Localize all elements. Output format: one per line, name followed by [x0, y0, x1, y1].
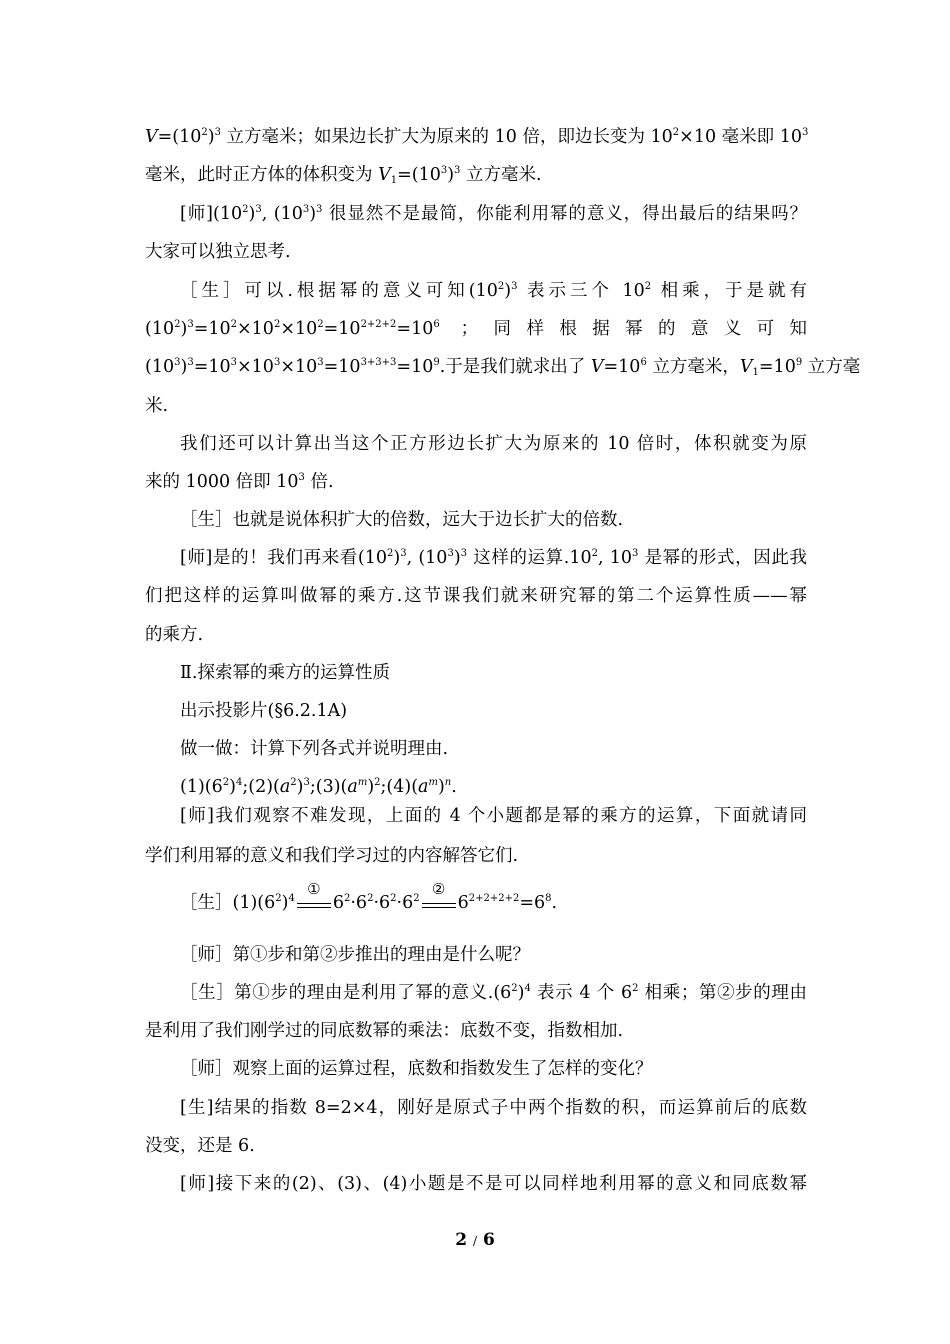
text-line: $(10^3)^3=10^3\times 10^3\times 10^3=10^{3+3+3}=10^9$.于是我们就求出了 $V=10^6$ 立方毫米，$V_1=10^9$ 立方毫: [145, 357, 861, 378]
text-line: [师]我们观察不难发现，上面的 4 个小题都是幂的乘方的运算，下面就请同: [180, 806, 807, 826]
text-line: [生]结果的指数 8=2×4，刚好是原式子中两个指数的积，而运算前后的底数: [180, 1098, 807, 1118]
text-line: ［师］观察上面的运算过程，底数和指数发生了怎样的变化？: [180, 1059, 653, 1079]
text-line: 来的 1000 倍即 $10^3$ 倍.: [145, 472, 334, 492]
text-line: [师]$(10^2)^3$, $(10^3)^3$ 很显然不是最简，你能利用幂的意义，得出最后的结果吗？: [180, 204, 807, 224]
text-line: ［生］第①步的理由是利用了幂的意义$.(6^2)^4$ 表示 4 个 $6^2$ 相乘；第②步的理由: [180, 983, 807, 1003]
text-line: 大家可以独立思考.: [145, 242, 291, 262]
text-line: 们把这样的运算叫做幂的乘方.这节课我们就来研究幂的第二个运算性质——幂: [145, 586, 807, 606]
section-heading: Ⅱ.探索幂的乘方的运算性质: [180, 663, 390, 683]
text-line: 我们还可以计算出当这个正方形边长扩大为原来的 10 倍时，体积就变为原: [180, 434, 807, 454]
text-line: 是利用了我们刚学过的同底数幂的乘法：底数不变，指数相加.: [145, 1021, 624, 1041]
text-line: 出示投影片(§6.2.1A): [180, 701, 348, 721]
derivation-equals-sign: ②: [420, 894, 458, 914]
page-number: 2 / 6: [455, 1230, 495, 1250]
text-line: $V=(10^2)^3$ 立方毫米；如果边长扩大为原来的 10 倍，即边长变为 $10^2\times 10$ 毫米即 $10^3$: [145, 127, 809, 147]
text-line: 学们利用幂的意义和我们学习过的内容解答它们.: [145, 846, 519, 866]
text-line: 毫米，此时正方体的体积变为 $V_1=(10^3)^3$ 立方毫米.: [145, 165, 542, 186]
formula-line: $(1)(6^2)^4;(2)(a^2)^3;(3)(a^m)^2;(4)(a^m)^n$.: [180, 777, 457, 797]
text-line: $(10^2)^3=10^2\times 10^2\times 10^2=10^{2+2+2}=10^6$ ；同样根据幂的意义可知: [145, 319, 807, 339]
text-line: ［生］也就是说体积扩大的倍数，远大于边长扩大的倍数.: [180, 510, 624, 530]
text-line: ［师］第①步和第②步推出的理由是什么呢？: [180, 945, 530, 965]
text-line: [师]接下来的(2)、(3)、(4)小题是不是可以同样地利用幂的意义和同底数幂: [180, 1174, 807, 1194]
text-line: 做一做：计算下列各式并说明理由.: [180, 739, 449, 759]
text-line: 没变，还是 6.: [145, 1136, 255, 1156]
derivation-equals-sign: ①: [295, 894, 333, 914]
text-line: 米.: [145, 396, 169, 416]
text-line: [师]是的！我们再来看$(10^2)^3$, $(10^3)^3$ 这样的运算$.10^2$, $10^3$ 是幂的形式，因此我: [180, 548, 807, 568]
formula-line: ［生$](1)(6^2)^4$ ① $6^2\cdot 6^2\cdot 6^2\cdot 6^2$ ② $6^{2+2+2+2}=6^8$.: [180, 879, 558, 913]
text-line: ［生］可以.根据幂的意义可知$(10^2)^3$ 表示三个 $10^2$ 相乘，于是就有: [180, 281, 807, 301]
text-line: 的乘方.: [145, 625, 204, 645]
